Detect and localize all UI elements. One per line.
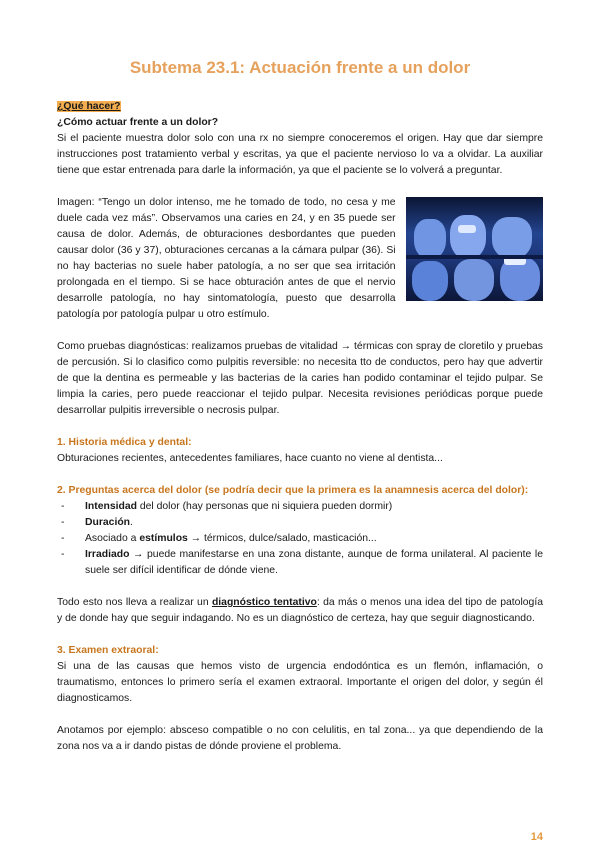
section3-heading: 3. Examen extraoral: xyxy=(57,645,159,656)
intro-paragraph: Si el paciente muestra dolor solo con una rx no siempre conoceremos el origen. Hay que dar siempre instrucciones post tratamiento verbal y escritas, ya que el paciente nervioso lo va a olvidar. La auxiliar tiene que estar entrenada para darle la información, ya que el paciente se lo volverá a preguntar. xyxy=(57,133,543,176)
symptom-list xyxy=(57,499,543,579)
section1-text: Obturaciones recientes, antecedentes familiares, hace cuanto no viene al dentista... xyxy=(57,453,443,464)
image-section xyxy=(57,195,543,323)
section2-heading: 2. Preguntas acerca del dolor (se podría decir que la primera es la anamnesis acerca del dolor): xyxy=(57,485,529,496)
section3-text: Si una de las causas que hemos visto de urgencia endodóntica es un flemón, inflamación, o traumatismo, entonces lo primero sería el examen extraoral. Importante el origen del dolor, y según él diagnosticamos. xyxy=(57,661,543,704)
como-actuar-heading: ¿Cómo actuar frente a un dolor? xyxy=(57,117,219,128)
anotamos-paragraph: Anotamos por ejemplo: absceso compatible o no con celulitis, en tal zona... ya que dependiendo de la zona nos va a ir dando pistas de dónde proviene el problema. xyxy=(57,725,543,752)
list-item: - Intensidad del dolor (hay personas que ni siquiera pueden dormir) xyxy=(73,499,543,515)
list-item: - Asociado a estímulos → térmicos, dulce/salado, masticación... xyxy=(73,531,543,547)
section1-heading: 1. Historia médica y dental: xyxy=(57,437,192,448)
image-paragraph: Imagen: “Tengo un dolor intenso, me he tomado de todo, no cesa y me duele cada vez más”. Observamos una caries en 24, y en 35 puede ser causa de dolor. Además, de obturaciones desbordantes que pueden causar dolor (36 y 37), obturaciones cercanas a la cámara pulpar (36). Si no hay bacterias no suele haber patología, a no ser que sea irritación prolongada en el tiempo. Si se hace obturación antes de que el nervio desarrolle patología, no hay sintomatología, puesto que desarrolla patología por patología pulpar u otro estímulo. xyxy=(57,197,396,320)
page-title: Subtema 23.1: Actuación frente a un dolor xyxy=(129,58,471,77)
tentativo-paragraph: Todo esto nos lleva a realizar un diagnóstico tentativo: da más o menos una idea del tipo de patología y de donde hay que seguir indagando. No es un diagnóstico de certeza, hay que seguir diagnosticando. xyxy=(57,597,543,624)
page-number: 14 xyxy=(530,831,543,843)
pruebas-paragraph: Como pruebas diagnósticas: realizamos pruebas de vitalidad → térmicas con spray de cloretilo y pruebas de percusión. Si lo clasifico como pulpitis reversible: no necesita tto de conductos, pero hay que advertir de que la dentina es permeable y las bacterias de la caries han podido contaminar el tejido pulpar. Se limpia la caries, pero puede reaccionar el tejido pulpar. Necesita revisiones periódicas porque puede desarrollar pulpitis irreversible o necrosis pulpar. xyxy=(57,341,543,416)
xray-image xyxy=(406,197,543,301)
list-item: - Irradiado → puede manifestarse en una zona distante, aunque de forma unilateral. Al paciente le suele ser difícil identificar de dónde viene. xyxy=(73,547,543,579)
list-item: - Duración. xyxy=(73,515,543,531)
document-body xyxy=(57,99,543,755)
que-hacer-heading: ¿Qué hacer? xyxy=(57,101,121,112)
